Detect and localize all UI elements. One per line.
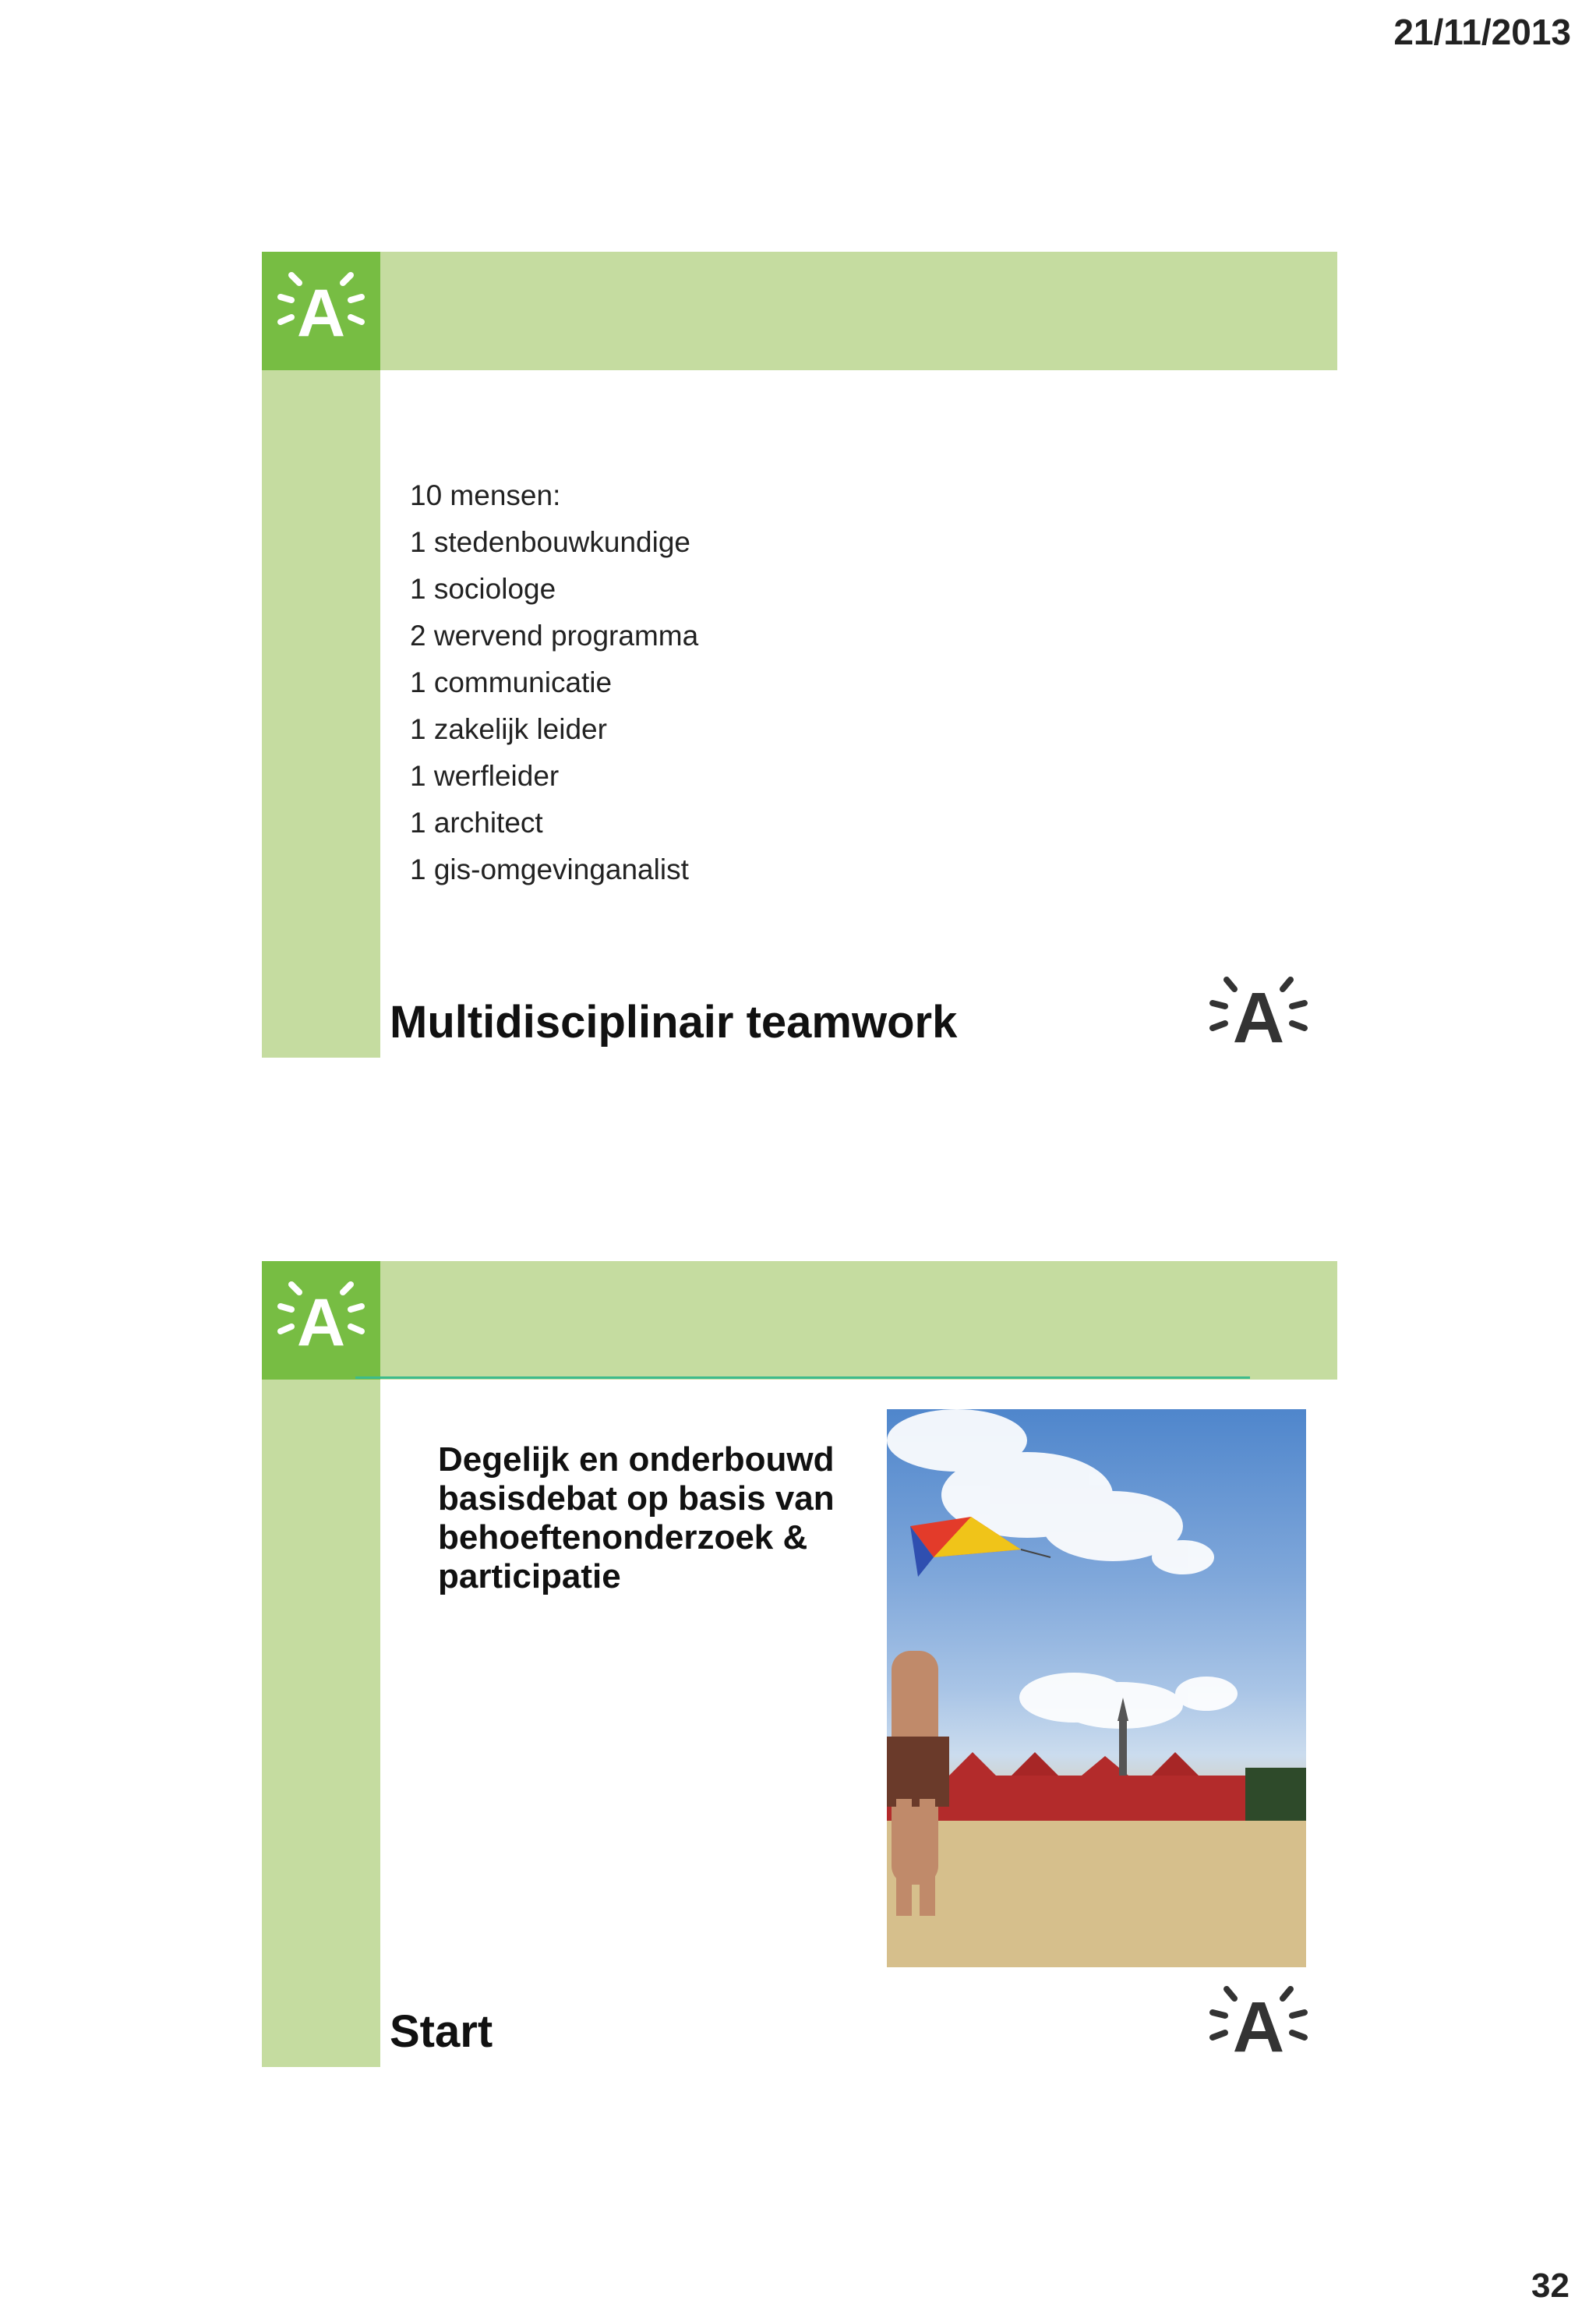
- list-item: 1 gis-omgevinganalist: [410, 853, 689, 885]
- svg-text:A: A: [296, 276, 346, 347]
- antwerp-logo-icon: [262, 252, 380, 370]
- list-item: 1 architect: [410, 807, 543, 839]
- slide-side-bar: [262, 252, 380, 1058]
- antwerp-logo-icon: [262, 1261, 380, 1380]
- list-item: 1 zakelijk leider: [410, 713, 607, 745]
- list-item: 1 werfleider: [410, 760, 560, 792]
- title-divider: [355, 1376, 1250, 1379]
- kite-flying-photo: [887, 1409, 1306, 1967]
- list-item: 2 wervend programma: [410, 620, 699, 652]
- page-number: 32: [1531, 2267, 1570, 2305]
- svg-text:A: A: [1232, 978, 1285, 1048]
- date: 21/11/2013: [1393, 12, 1571, 52]
- slide-body-text: Degelijk en onderbouwd basisdebat op basis van behoeftenonderzoek & participatie: [438, 1440, 835, 1595]
- slide-multidisciplinair-teamwork: [262, 252, 1337, 1058]
- antwerp-logo-icon: [1200, 970, 1317, 1048]
- slide-header-band: [262, 252, 1337, 370]
- list-item: 1 stedenbouwkundige: [410, 526, 691, 558]
- slide-title: Start: [390, 2006, 493, 2057]
- team-list: [410, 472, 698, 893]
- antwerp-logo-icon: [1200, 1980, 1317, 2058]
- list-item: 10 mensen:: [410, 479, 561, 511]
- list-item: 1 communicatie: [410, 666, 613, 698]
- svg-text:A: A: [296, 1285, 346, 1356]
- slide-header-band: [262, 1261, 1337, 1380]
- slide-start: [262, 1261, 1337, 2067]
- svg-text:A: A: [1232, 1988, 1285, 2058]
- list-item: 1 sociologe: [410, 573, 556, 605]
- slide-title: Multidisciplinair teamwork: [390, 997, 958, 1048]
- slide-side-bar: [262, 1261, 380, 2067]
